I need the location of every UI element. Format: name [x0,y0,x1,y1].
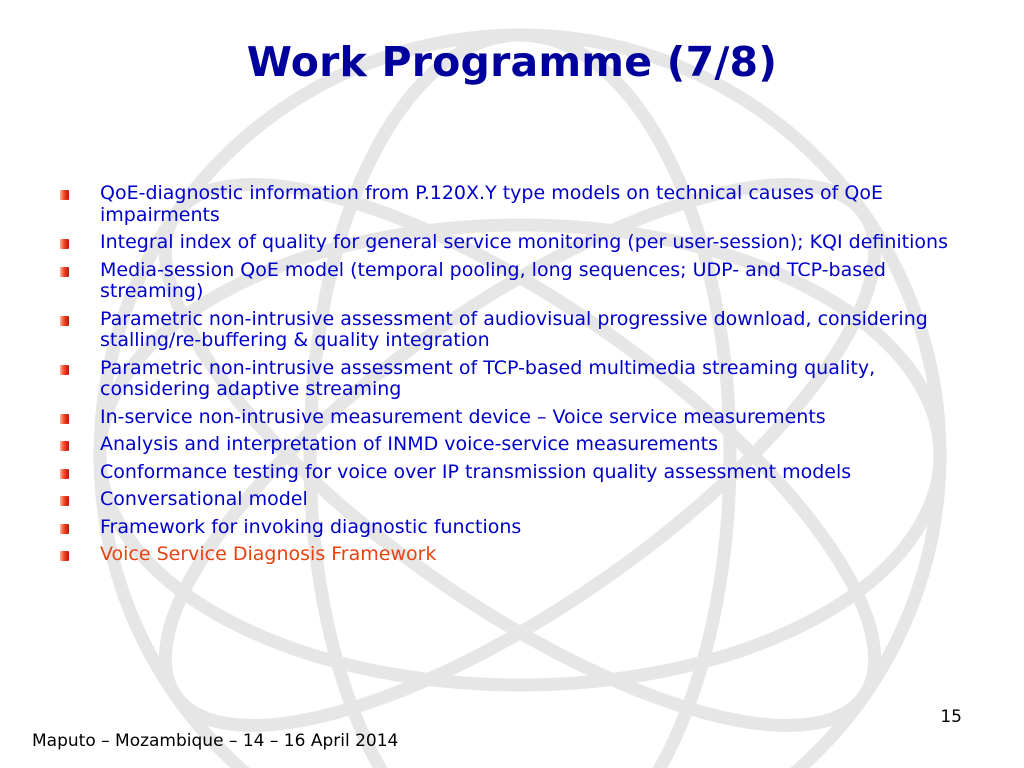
list-item-text: Voice Service Diagnosis Framework [100,543,437,565]
square-bullet-icon [60,267,69,277]
list-item-text: Parametric non-intrusive assessment of audiovisual progressive download, considering stalling/re-buffering & quality integration [100,307,928,351]
slide-title: Work Programme (7/8) [246,38,778,86]
list-item-text: In-service non-intrusive measurement device – Voice service measurements [100,405,826,428]
list-item [60,358,970,401]
square-bullet-icon [60,551,69,561]
square-bullet-icon [60,524,69,534]
list-item-text: Conformance testing for voice over IP transmission quality assessment models [100,460,852,483]
list-item-text: Media-session QoE model (temporal pooling, long sequences; UDP- and TCP-based streaming) [100,258,886,302]
bullet-list [60,183,970,572]
square-bullet-icon [60,414,69,424]
list-item [60,407,970,429]
list-item [60,544,970,566]
list-item-text: Parametric non-intrusive assessment of TCP-based multimedia streaming quality, considering adaptive streaming [100,356,876,400]
square-bullet-icon [60,316,69,326]
list-item-text: Integral index of quality for general service monitoring (per user-session); KQI definitions [100,231,948,253]
square-bullet-icon [60,365,69,375]
list-item-text: Conversational model [100,488,308,510]
list-item [60,434,970,456]
page-number: 15 [940,707,962,727]
footer-text: Maputo – Mozambique – 14 – 16 April 2014 [32,731,399,751]
list-item [60,309,970,352]
list-item [60,232,970,254]
list-item [60,517,970,539]
square-bullet-icon [60,469,69,479]
square-bullet-icon [60,190,69,200]
square-bullet-icon [60,496,69,506]
list-item-text: QoE-diagnostic information from P.120X.Y type models on technical causes of QoE impairments [100,182,883,226]
list-item-text: Analysis and interpretation of INMD voice-service measurements [100,433,718,455]
list-item [60,260,970,303]
list-item [60,462,970,484]
list-item-text: Framework for invoking diagnostic functions [100,515,522,538]
square-bullet-icon [60,239,69,249]
list-item [60,183,970,226]
list-item [60,489,970,511]
square-bullet-icon [60,441,69,451]
